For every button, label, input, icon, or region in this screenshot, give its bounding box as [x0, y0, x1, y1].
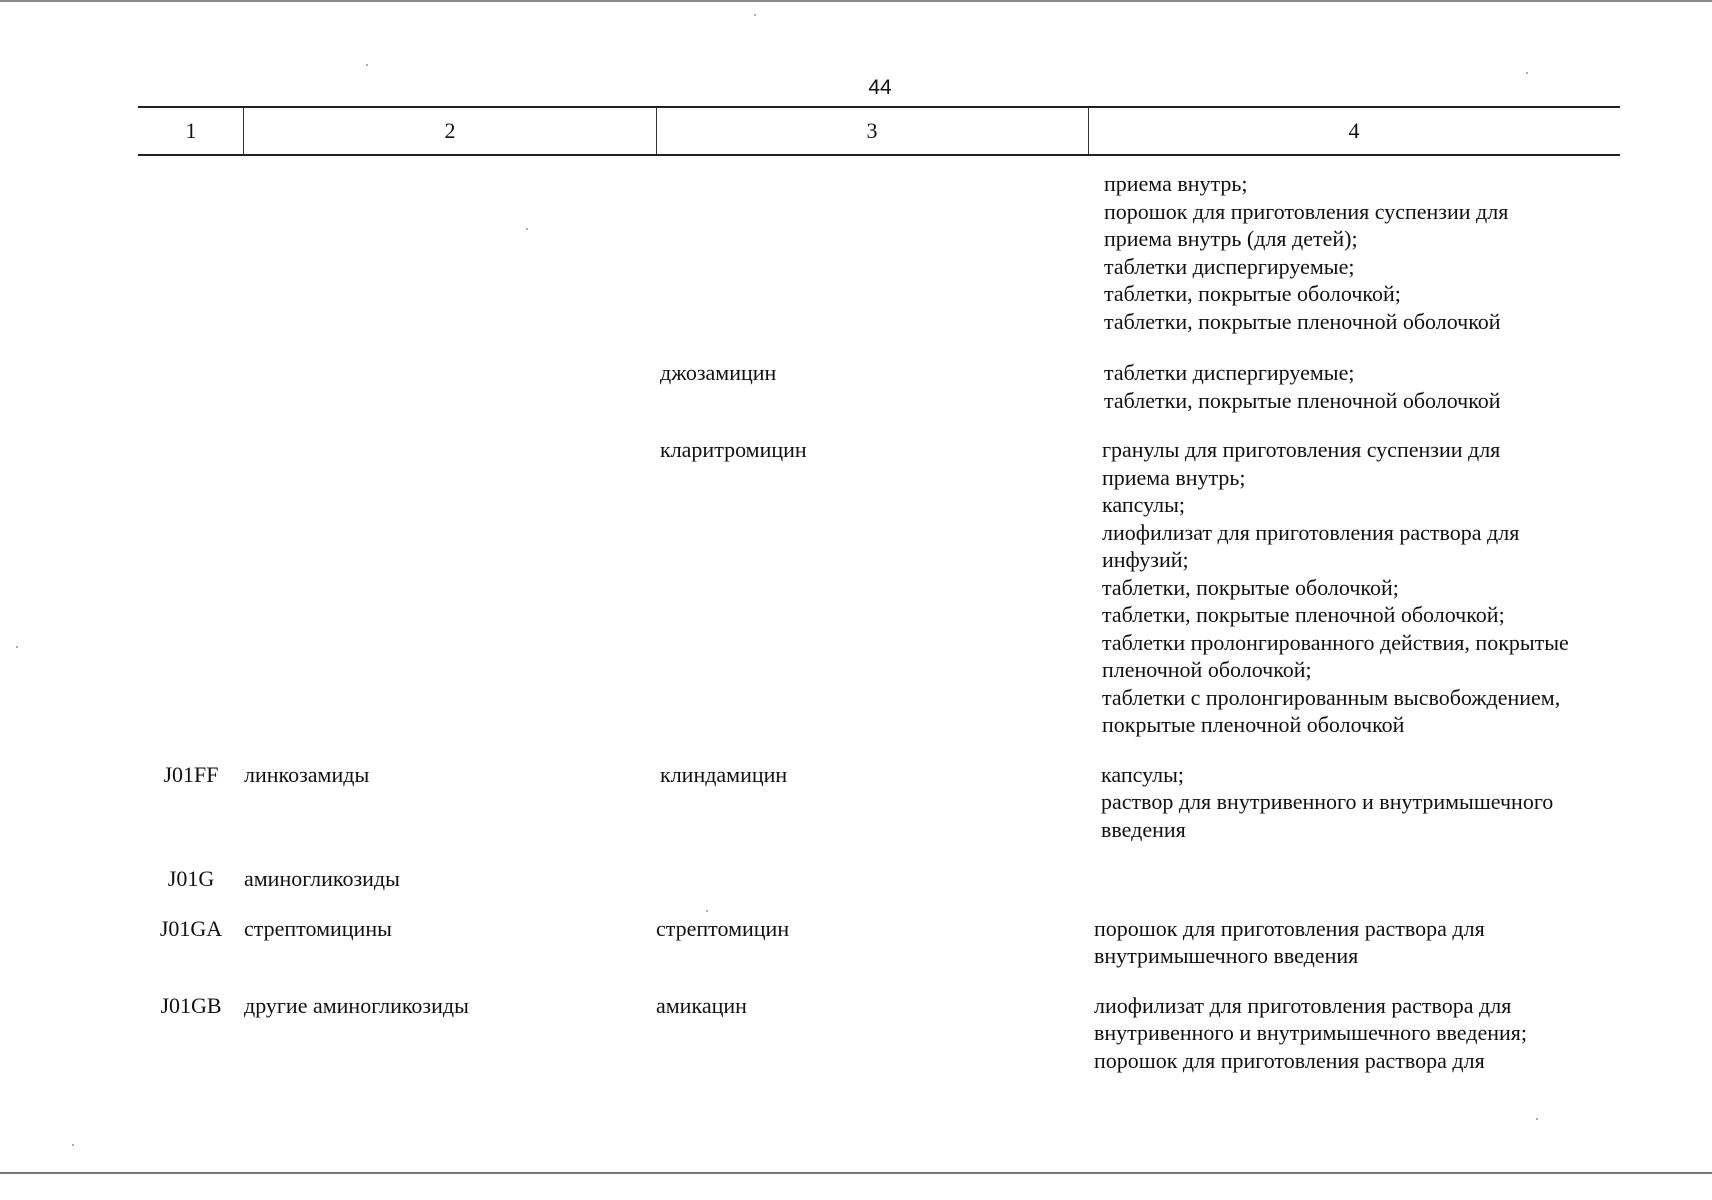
drug-name: амикацин	[656, 992, 747, 1018]
header-col-2: 2	[444, 118, 456, 143]
scan-speck	[72, 1144, 74, 1146]
pharmacological-group: линкозамиды	[244, 761, 370, 787]
pharmacological-group	[244, 436, 656, 739]
atc-code: J01GB	[160, 992, 222, 1018]
scan-speck	[754, 14, 756, 16]
drug-name: клиндамицин	[660, 761, 788, 787]
pharmacological-group	[244, 170, 656, 335]
dosage-forms: лиофилизат для приготовления раствора для внутривенного и внутримышечного введения; порошок для приготовления раствора для	[1094, 992, 1527, 1073]
table-body	[138, 170, 1620, 1074]
header-col-3: 3	[866, 118, 878, 143]
scan-edge-bottom	[0, 1172, 1712, 1174]
atc-code: J01FF	[163, 761, 219, 787]
scan-speck	[1526, 72, 1528, 74]
atc-code: J01GA	[159, 915, 223, 941]
table-row	[138, 761, 1620, 844]
table-row	[138, 359, 1620, 414]
dosage-forms	[1092, 865, 1620, 893]
dosage-forms: таблетки диспергируемые; таблетки, покрытые пленочной оболочкой	[1104, 360, 1501, 413]
dosage-forms: приема внутрь; порошок для приготовления суспензии для приема внутрь (для детей); таблетки диспергируемые; таблетки, покрытые оболочкой; таблетки, покрытые пленочной оболочкой	[1104, 171, 1509, 334]
drug-name	[656, 865, 1092, 893]
pharmacological-group: стрептомицины	[244, 915, 392, 941]
pharmacological-group: другие аминогликозиды	[244, 992, 469, 1018]
drug-name: кларитромицин	[660, 437, 807, 462]
atc-code	[138, 170, 244, 335]
scan-speck	[526, 228, 528, 230]
dosage-forms: порошок для приготовления раствора для внутримышечного введения	[1094, 915, 1485, 968]
table-row	[138, 170, 1620, 335]
header-col-4: 4	[1348, 118, 1360, 143]
drug-name: джозамицин	[660, 360, 777, 385]
atc-code	[138, 359, 244, 414]
header-col-1: 1	[185, 118, 197, 143]
scan-speck	[366, 64, 368, 66]
table-row	[138, 436, 1620, 739]
scan-speck	[1536, 1118, 1538, 1120]
pharmacological-group: аминогликозиды	[244, 866, 400, 891]
drug-name	[656, 170, 1096, 335]
pharmacological-group	[244, 359, 656, 414]
drug-name: стрептомицин	[656, 915, 790, 941]
atc-code	[138, 436, 244, 739]
scan-edge-top	[0, 0, 1712, 2]
table-row	[138, 992, 1620, 1075]
dosage-forms: капсулы; раствор для внутривенного и внутримышечного введения	[1101, 761, 1554, 842]
page-number: 44	[868, 76, 892, 99]
scan-speck	[16, 646, 18, 648]
table-row	[138, 865, 1620, 893]
atc-code: J01G	[167, 866, 215, 891]
table-header	[138, 106, 1620, 156]
table-row	[138, 915, 1620, 970]
dosage-forms: гранулы для приготовления суспензии для приема внутрь; капсулы; лиофилизат для приготовления раствора для инфузий; таблетки, покрытые оболочкой; таблетки, покрытые пленочной оболочкой; таблетки пролонгированного действия, покрытые пленочной оболочкой; таблетки с пролонгированным высвобождением, покрытые пленочной оболочкой	[1102, 437, 1569, 737]
scan-speck	[706, 910, 708, 912]
